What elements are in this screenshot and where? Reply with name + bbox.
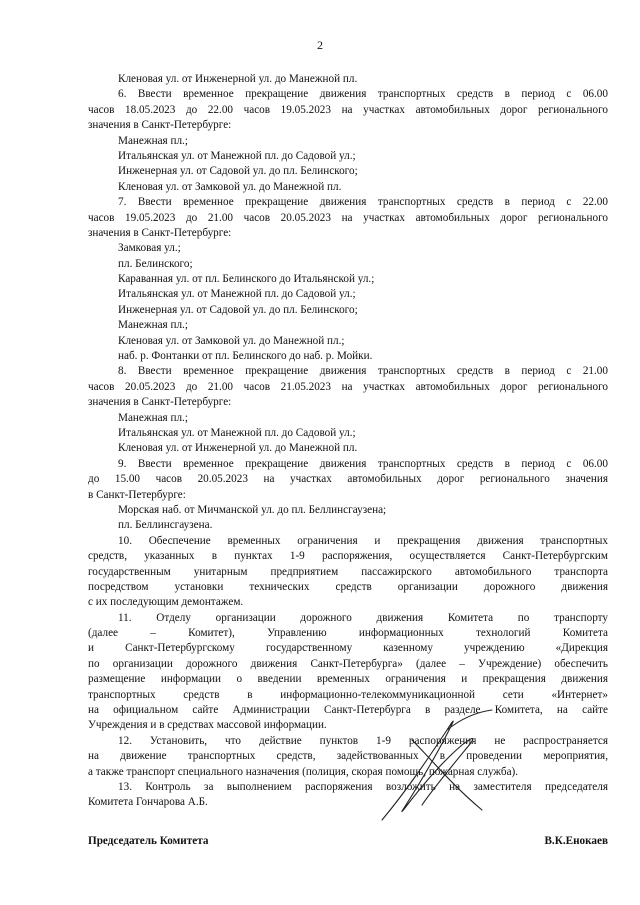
text-line: по организации дорожного движения Санкт-Петербурга» (далее – Учреждение) обеспечить: [88, 657, 608, 670]
text-line: Итальянская ул. от Манежной пл. до Садовой ул.;: [118, 149, 356, 162]
text-line: часов 18.05.2023 до 22.00 часов 19.05.2023 на участках автомобильных дорог регионального: [88, 103, 608, 116]
text-line: Комитета Гончарова А.Б.: [88, 796, 208, 809]
text-line: значения в Санкт-Петербурге:: [88, 396, 232, 409]
text-line: в Санкт-Петербурге:: [88, 488, 186, 501]
text-line: и Санкт-Петербургскому государственному казенному учреждению «Дирекция: [88, 642, 608, 655]
text-line: посредством установки технических средств организации дорожного движения: [88, 580, 608, 593]
text-line: государственным унитарным предприятием пассажирского автомобильного транспорта: [88, 565, 608, 578]
text-line: Учреждения и в средствах массовой информации.: [88, 719, 327, 732]
text-line: (далее – Комитет), Управлению информационных технологий Комитета: [88, 627, 608, 640]
text-line: размещение информации о введении временных ограничения и прекращения движения: [88, 673, 608, 686]
text-line: значения в Санкт-Петербурге:: [88, 226, 232, 239]
text-line: Кленовая ул. от Инженерной ул. до Манежной пл.: [118, 442, 358, 455]
text-line: 13. Контроль за выполнением распоряжения возложить на заместителя председателя: [118, 780, 608, 793]
document-body: [88, 72, 608, 811]
text-line: Инженерная ул. от Садовой ул. до пл. Белинского;: [118, 165, 358, 178]
handwritten-signature: [352, 700, 502, 830]
text-line: Итальянская ул. от Манежной пл. до Садовой ул.;: [118, 288, 356, 301]
text-line: Замковая ул.;: [118, 242, 181, 255]
text-line: транспортных средств в информационно-телекоммуникационной сети «Интернет»: [88, 688, 608, 701]
page-number: 2: [317, 38, 323, 52]
text-line: значения в Санкт-Петербурге:: [88, 119, 232, 132]
text-line: средств, указанных в пунктах 1-9 распоряжения, осуществляется Санкт-Петербургским: [88, 550, 608, 563]
text-line: Манежная пл.;: [118, 319, 188, 332]
text-line: Манежная пл.;: [118, 134, 188, 147]
text-line: 6. Ввести временное прекращение движения транспортных средств в период с 06.00: [118, 88, 608, 101]
text-line: часов 20.05.2023 до 21.00 часов 21.05.2023 на участках автомобильных дорог регионального: [88, 380, 608, 393]
text-line: 12. Установить, что действие пунктов 1-9 распоряжения не распространяется: [118, 734, 608, 747]
text-line: Кленовая ул. от Замковой ул. до Манежной пл.;: [118, 334, 345, 347]
signatory-position: Председатель Комитета: [88, 835, 209, 847]
text-line: 7. Ввести временное прекращение движения транспортных средств в период с 22.00: [118, 196, 608, 209]
text-line: до 15.00 часов 20.05.2023 на участках автомобильных дорог регионального значения: [88, 473, 608, 486]
signatory-name: В.К.Енокаев: [544, 835, 608, 847]
text-line: 8. Ввести временное прекращение движения транспортных средств в период с 21.00: [118, 365, 608, 378]
text-line: наб. р. Фонтанки от пл. Белинского до наб. р. Мойки.: [118, 350, 373, 363]
text-line: пл. Белинского;: [118, 257, 193, 270]
text-line: 10. Обеспечение временных ограничения и прекращения движения транспортных: [118, 534, 608, 547]
text-line: Морская наб. от Мичманской ул. до пл. Беллинсгаузена;: [118, 503, 387, 516]
text-line: а также транспорт специального назначения (полиция, скорая помощь, пожарная служба).: [88, 765, 519, 778]
text-line: Манежная пл.;: [118, 411, 188, 424]
text-line: с их последующим демонтажем.: [88, 596, 244, 609]
text-line: часов 19.05.2023 до 21.00 часов 20.05.2023 на участках автомобильных дорог регионального: [88, 211, 608, 224]
text-line: на официальном сайте Администрации Санкт-Петербурга в разделе Комитета, на сайте: [88, 704, 608, 717]
text-line: пл. Беллинсгаузена.: [118, 519, 213, 532]
text-line: Инженерная ул. от Садовой ул. до пл. Белинского;: [118, 303, 358, 316]
text-line: 11. Отделу организации дорожного движения Комитета по транспорту: [118, 611, 608, 624]
text-line: Кленовая ул. от Инженерной ул. до Манежной пл.: [118, 73, 358, 85]
text-line: на движение транспортных средств, задействованных в проведении мероприятия,: [88, 750, 608, 763]
text-line: Кленовая ул. от Замковой ул. до Манежной пл.: [118, 180, 342, 193]
text-line: Итальянская ул. от Манежной пл. до Садовой ул.;: [118, 426, 356, 439]
text-line: 9. Ввести временное прекращение движения транспортных средств в период с 06.00: [118, 457, 608, 470]
text-line: Караванная ул. от пл. Белинского до Итальянской ул.;: [118, 273, 375, 286]
